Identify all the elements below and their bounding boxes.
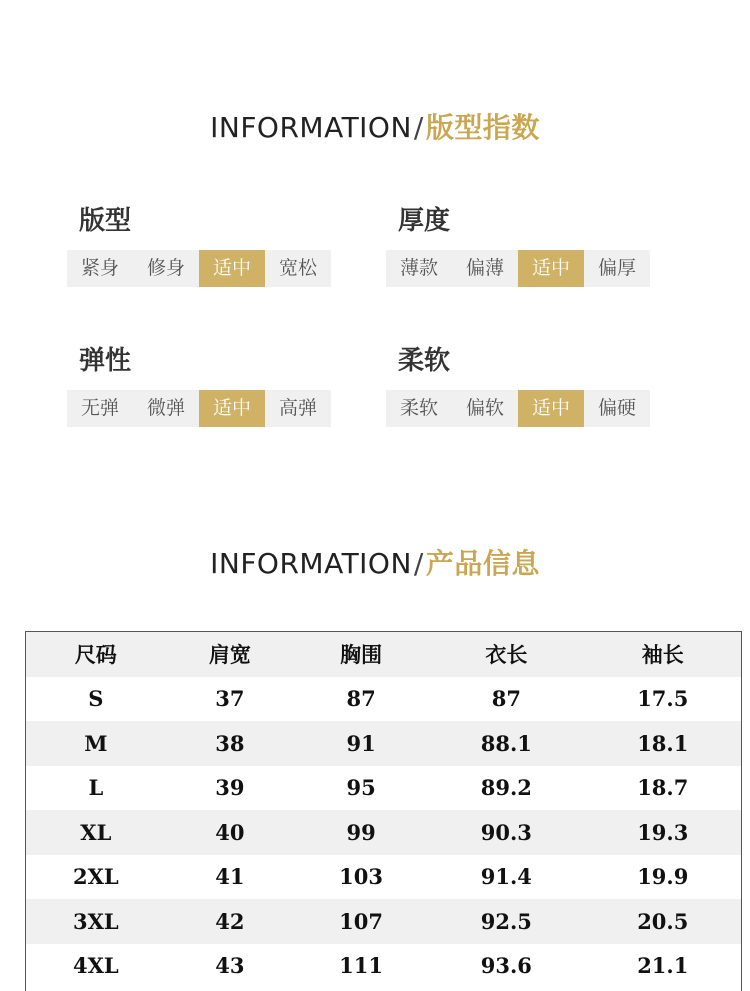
table-cell: 107 [339,908,384,934]
attribute-label: 弹性 [79,346,132,376]
option-item-selected: 适中 [518,390,584,427]
table-cell: 95 [346,775,376,801]
table-cell: 92.5 [480,908,532,934]
attribute-label: 版型 [79,206,132,236]
product-section-title [0,542,750,582]
table-cell: 17.5 [637,686,689,712]
table-cell: 93.6 [480,953,532,979]
option-item: 偏软 [452,390,518,427]
header-chest: 胸围 [340,643,383,668]
table-cell: 91 [346,730,376,756]
fit-section-title [0,106,750,146]
table-cell: 41 [215,864,245,890]
option-item-selected: 适中 [199,390,265,427]
table-cell: 19.3 [637,819,689,845]
option-scale [67,390,331,427]
table-cell: 20.5 [637,908,689,934]
header-sleeve: 袖长 [641,643,684,668]
table-cell: 89.2 [480,775,532,801]
option-item: 紧身 [67,250,133,287]
table-row [26,944,741,989]
table-cell: 4XL [72,953,119,979]
table-cell: 91.4 [480,864,532,890]
table-cell: 90.3 [480,819,532,845]
table-cell: 42 [215,908,245,934]
attribute-label: 柔软 [398,346,451,376]
title-slash: / [413,547,424,580]
table-cell: 103 [339,864,384,890]
table-row [26,766,741,811]
table-cell: 87 [491,686,521,712]
table-cell: 39 [215,775,245,801]
table-header-row [26,632,741,677]
table-cell: 38 [215,730,245,756]
table-row [26,899,741,944]
title-slash: / [413,111,424,144]
table-cell: 88.1 [480,730,532,756]
table-row [26,721,741,766]
section-title-en: INFORMATION [210,547,412,580]
table-cell: 43 [215,953,245,979]
option-scale [67,250,331,287]
table-cell: M [84,730,108,756]
attribute-elasticity [67,344,331,427]
table-cell: 21.1 [637,953,689,979]
header-size: 尺码 [74,643,117,668]
option-item-selected: 适中 [199,250,265,287]
table-cell: 3XL [72,908,119,934]
table-row [26,855,741,900]
table-row [26,677,741,722]
option-item: 宽松 [265,250,331,287]
attribute-label: 厚度 [398,206,451,236]
attribute-softness [386,344,650,427]
option-item: 高弹 [265,390,331,427]
table-cell: XL [80,819,112,845]
section-title-cn: 版型指数 [425,111,540,144]
option-item: 薄款 [386,250,452,287]
option-item: 微弹 [133,390,199,427]
option-scale [386,390,650,427]
table-cell: S [88,686,104,712]
table-cell: 99 [346,819,376,845]
option-item: 偏厚 [584,250,650,287]
table-cell: 18.7 [637,775,689,801]
table-cell: L [88,775,104,801]
header-length: 衣长 [485,643,528,668]
attribute-fit [67,204,331,287]
size-table [25,631,742,991]
table-cell: 40 [215,819,245,845]
option-item: 偏薄 [452,250,518,287]
table-cell: 87 [346,686,376,712]
table-cell: 111 [339,953,384,979]
table-cell: 19.9 [637,864,689,890]
table-cell: 37 [215,686,245,712]
option-item: 柔软 [386,390,452,427]
header-shoulder: 肩宽 [208,643,251,668]
option-item-selected: 适中 [518,250,584,287]
table-row [26,810,741,855]
table-cell: 2XL [72,864,119,890]
option-item: 偏硬 [584,390,650,427]
option-scale [386,250,650,287]
option-item: 修身 [133,250,199,287]
section-title-en: INFORMATION [210,111,412,144]
section-title-cn: 产品信息 [425,547,540,580]
option-item: 无弹 [67,390,133,427]
table-cell: 18.1 [637,730,689,756]
attribute-thickness [386,204,650,287]
